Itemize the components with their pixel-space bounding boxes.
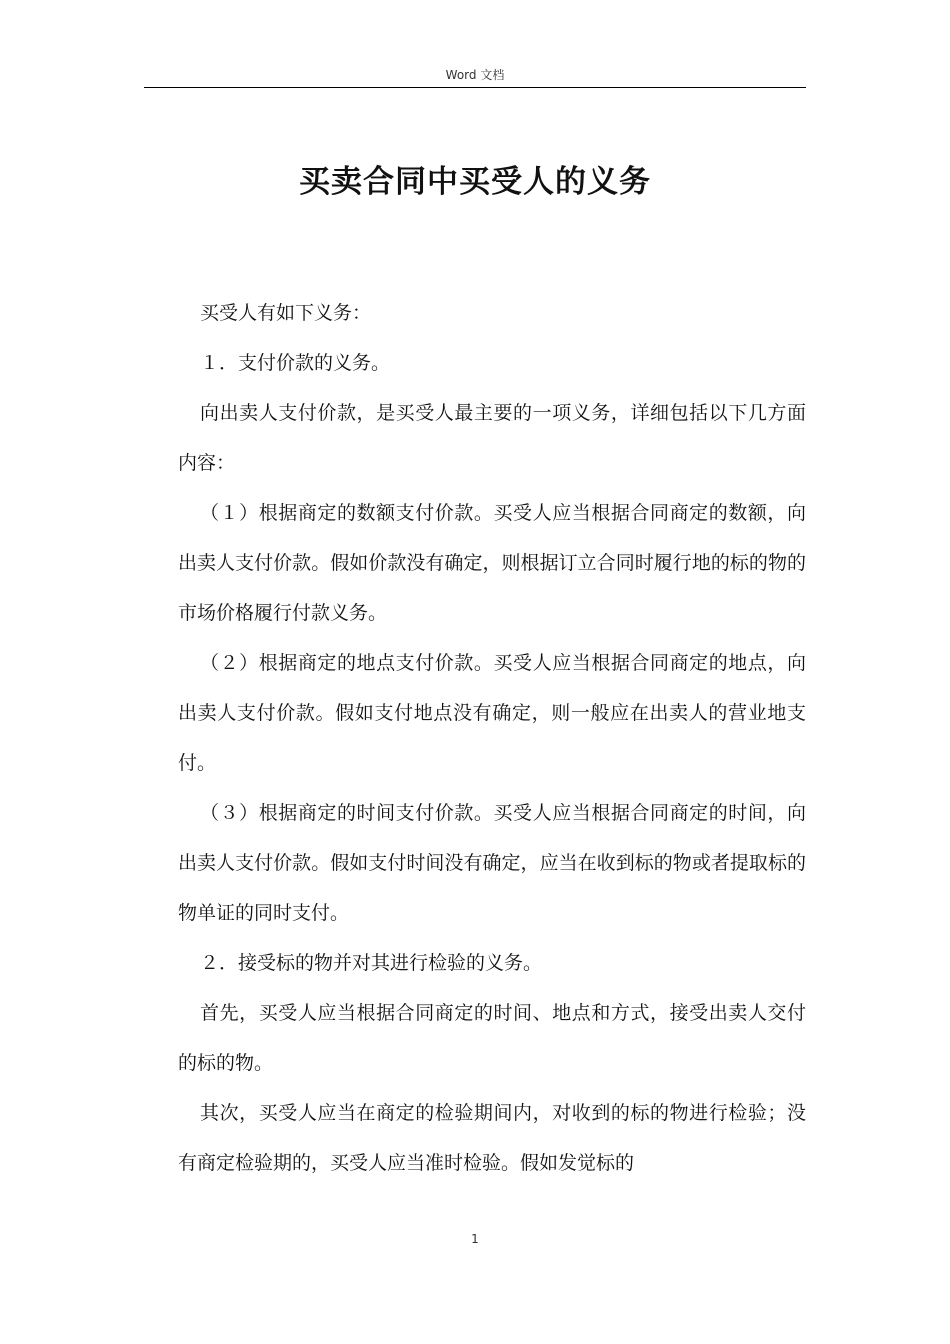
paragraph: （１）根据商定的数额支付价款。买受人应当根据合同商定的数额，向出卖人支付价款。假如价款没有确定，则根据订立合同时履行地的标的物的市场价格履行付款义务。 xyxy=(178,502,806,624)
document-body xyxy=(178,288,806,1188)
paragraph: 向出卖人支付价款，是买受人最主要的一项义务，详细包括以下几方面内容： xyxy=(178,402,806,474)
paragraph: 其次，买受人应当在商定的检验期间内，对收到的标的物进行检验；没有商定检验期的，买受人应当准时检验。假如发觉标的 xyxy=(178,1102,806,1174)
page-number: 1 xyxy=(471,1232,479,1246)
header-rule xyxy=(144,87,806,88)
paragraph: 首先，买受人应当根据合同商定的时间、地点和方式，接受出卖人交付的标的物。 xyxy=(178,1002,806,1074)
paragraph: （２）根据商定的地点支付价款。买受人应当根据合同商定的地点，向出卖人支付价款。假如支付地点没有确定，则一般应在出卖人的营业地支付。 xyxy=(178,652,806,774)
paragraph: ２．接受标的物并对其进行检验的义务。 xyxy=(200,952,543,974)
paragraph: （３）根据商定的时间支付价款。买受人应当根据合同商定的时间，向出卖人支付价款。假如支付时间没有确定，应当在收到标的物或者提取标的物单证的同时支付。 xyxy=(178,802,806,924)
paragraph: 买受人有如下义务： xyxy=(200,302,372,324)
paragraph: １．支付价款的义务。 xyxy=(200,352,391,374)
document-title: 买卖合同中买受人的义务 xyxy=(299,164,651,200)
page-header: Word 文档 xyxy=(445,68,505,82)
